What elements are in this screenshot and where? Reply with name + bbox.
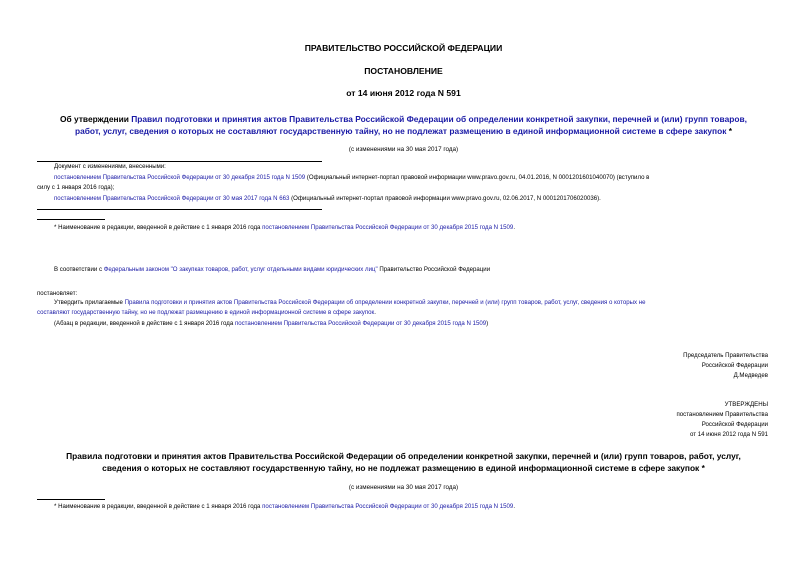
- body-paragraph-1: В соответствии с Федеральным законом "О закупках товаров, работ, услуг отдельными видами юридических лиц" Правительство Российской Федерации: [54, 266, 491, 273]
- date-number-heading: от 14 июня 2012 года N 591: [346, 88, 461, 98]
- approved-country: Российской Федерации: [701, 421, 768, 428]
- document-title-line2: [0, 125, 807, 137]
- rules-title-line1: Правила подготовки и принятия актов Правительства Российской Федерации об определении конкретной закупки, перечней и (или) групп товаров, работ, услуг,: [66, 451, 741, 461]
- amendment-item-1: постановлением Правительства Российской Федерации от 30 декабря 2015 года N 1509 (Официальный интернет-портал правовой информации www.pravo.gov.ru, 04.01.2016, N 0001201601040070) (вступило в: [54, 174, 650, 181]
- title-prefix: Об утверждении: [60, 114, 132, 124]
- para3-link[interactable]: постановлением Правительства Российской Федерации от 30 декабря 2015 года N 1509: [234, 320, 487, 327]
- amendments-intro: Документ с изменениями, внесенными:: [54, 163, 166, 170]
- footnote1-divider: [37, 219, 105, 220]
- amendment-1-link[interactable]: постановлением Правительства Российской Федерации от 30 декабря 2015 года N 1509: [54, 174, 306, 181]
- footnote2-link[interactable]: постановлением Правительства Российской Федерации от 30 декабря 2015 года N 1509: [262, 503, 514, 510]
- amendment-item-2: постановлением Правительства Российской Федерации от 30 мая 2017 года N 663 (Официальный интернет-портал правовой информации www.pravo.gov.ru, 02.06.2017, N 0001201706020036).: [54, 195, 601, 202]
- footnote1-link[interactable]: постановлением Правительства Российской Федерации от 30 декабря 2015 года N 1509: [262, 224, 514, 231]
- approved-date: от 14 июня 2012 года N 591: [689, 431, 768, 438]
- rules-title-line2: сведения о которых не составляют государственную тайну, но не подлежат размещению в единой информационной системе в сфере закупок *: [102, 463, 705, 473]
- rules-title-link-1[interactable]: Правил подготовки и принятия актов Правительства Российской Федерации об определении конкретной закупки, перечней и (или) групп товаров,: [131, 114, 747, 124]
- rules-changes-note: (с изменениями на 30 мая 2017 года): [348, 484, 459, 491]
- footnote-1: * Наименование в редакции, введенной в действие с 1 января 2016 года постановлением Правительства Российской Федерации от 30 декабря 2015 года N 1509.: [54, 224, 516, 231]
- federal-law-link[interactable]: Федеральным законом "О закупках товаров, работ, услуг отдельными видами юридических лиц": [103, 266, 378, 273]
- body-paragraph-2-cont: составляют государственную тайну, но не подлежат размещению в единой информационной системе в сфере закупок.: [37, 309, 376, 316]
- footnote2-divider: [37, 499, 105, 500]
- approved-rules-link-1[interactable]: Правила подготовки и принятия актов Правительства Российской Федерации об определении конкретной закупки, перечней и (или) групп товаров, работ, услуг, сведения о которых не: [124, 299, 646, 306]
- rules-title-link-2[interactable]: работ, услуг, сведения о которых не составляют государственную тайну, но не подлежат размещению в единой информационной системе в сфере закупок: [74, 126, 727, 136]
- approved-label: УТВЕРЖДЕНЫ: [724, 401, 768, 408]
- amendment-item-1-cont: силу с 1 января 2016 года);: [37, 184, 115, 191]
- title-suffix: *: [726, 126, 733, 136]
- signature-position: Председатель Правительства: [683, 352, 768, 359]
- document-title: [0, 113, 807, 125]
- decrees-label: постановляет:: [37, 290, 78, 297]
- approved-by: постановлением Правительства: [676, 411, 768, 418]
- changes-note: (с изменениями на 30 мая 2017 года): [348, 146, 459, 153]
- signature-name: Д.Медведев: [733, 372, 768, 379]
- amendment-2-link[interactable]: постановлением Правительства Российской Федерации от 30 мая 2017 года N 663: [54, 195, 290, 202]
- body-paragraph-2: Утвердить прилагаемые Правила подготовки и принятия актов Правительства Российской Федерации об определении конкретной закупки, перечней и (или) групп товаров, работ, услуг, сведения о которых не: [54, 299, 646, 306]
- government-heading: ПРАВИТЕЛЬСТВО РОССИЙСКОЙ ФЕДЕРАЦИИ: [304, 43, 503, 53]
- amendments-divider-top: [37, 161, 322, 162]
- amendments-divider-bottom: [37, 209, 322, 210]
- doc-type-heading: ПОСТАНОВЛЕНИЕ: [364, 66, 443, 76]
- footnote-2: * Наименование в редакции, введенной в действие с 1 января 2016 года постановлением Правительства Российской Федерации от 30 декабря 2015 года N 1509.: [54, 503, 516, 510]
- body-paragraph-3: (Абзац в редакции, введенной в действие с 1 января 2016 года постановлением Правительства Российской Федерации от 30 декабря 2015 года N 1509): [54, 320, 489, 327]
- approved-rules-link-2[interactable]: составляют государственную тайну, но не подлежат размещению в единой информационной системе в сфере закупок: [37, 309, 375, 316]
- signature-country: Российской Федерации: [701, 362, 768, 369]
